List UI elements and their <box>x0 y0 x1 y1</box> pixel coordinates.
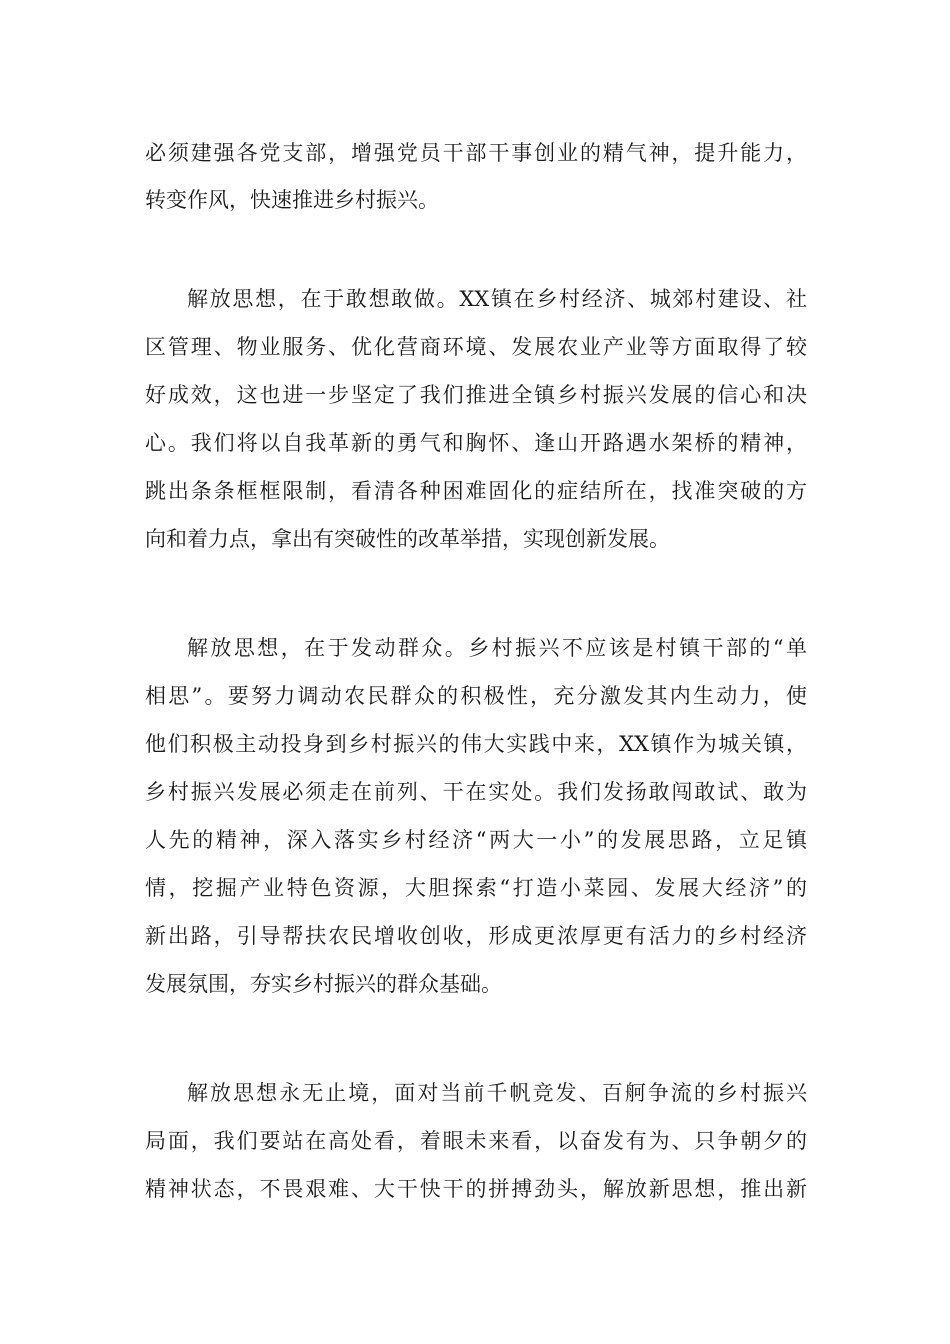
text-line: 人先的精神，深入落实乡村经济“两大一小”的发展思路，立足镇 <box>145 828 807 852</box>
text-line: 心。我们将以自我革新的勇气和胸怀、逢山开路遇水架桥的精神， <box>145 431 807 455</box>
text-line: 区管理、物业服务、优化营商环境、发展农业产业等方面取得了较 <box>145 335 807 359</box>
text-line: 乡村振兴发展必须走在前列、干在实处。我们发扬敢闯敢试、敢为 <box>145 780 807 804</box>
text-line: 必须建强各党支部，增强党员干部干事创业的精气神，提升能力， <box>145 141 807 165</box>
text-line: 相思”。要努力调动农民群众的积极性，充分激发其内生动力，使 <box>145 684 807 708</box>
paragraph-first-line: 解放思想永无止境，面对当前千帆竞发、百舸争流的乡村振兴 <box>187 1081 807 1105</box>
text-line: 新出路，引导帮扶农民增收创收，形成更浓厚更有活力的乡村经济 <box>145 924 807 948</box>
text-line: 他们积极主动投身到乡村振兴的伟大实践中来，XX镇作为城关镇， <box>145 732 807 756</box>
text-line: 发展氛围，夯实乡村振兴的群众基础。 <box>145 972 502 996</box>
text-line: 转变作风，快速推进乡村振兴。 <box>145 188 439 212</box>
text-line: 局面，我们要站在高处看，着眼未来看，以奋发有为、只争朝夕的 <box>145 1129 807 1153</box>
text-line: 向和着力点，拿出有突破性的改革举措，实现创新发展。 <box>145 527 670 551</box>
text-line: 跳出条条框框限制，看清各种困难固化的症结所在，找准突破的方 <box>145 479 807 503</box>
paragraph-first-line: 解放思想，在于敢想敢做。XX镇在乡村经济、城郊村建设、社 <box>187 287 807 311</box>
text-line: 情，挖掘产业特色资源，大胆探索“打造小菜园、发展大经济”的 <box>145 876 807 900</box>
paragraph-first-line: 解放思想，在于发动群众。乡村振兴不应该是村镇干部的“单 <box>187 636 807 660</box>
text-line: 好成效，这也进一步坚定了我们推进全镇乡村振兴发展的信心和决 <box>145 383 807 407</box>
text-line: 精神状态，不畏艰难、大干快干的拼搏劲头，解放新思想，推出新 <box>145 1177 807 1201</box>
